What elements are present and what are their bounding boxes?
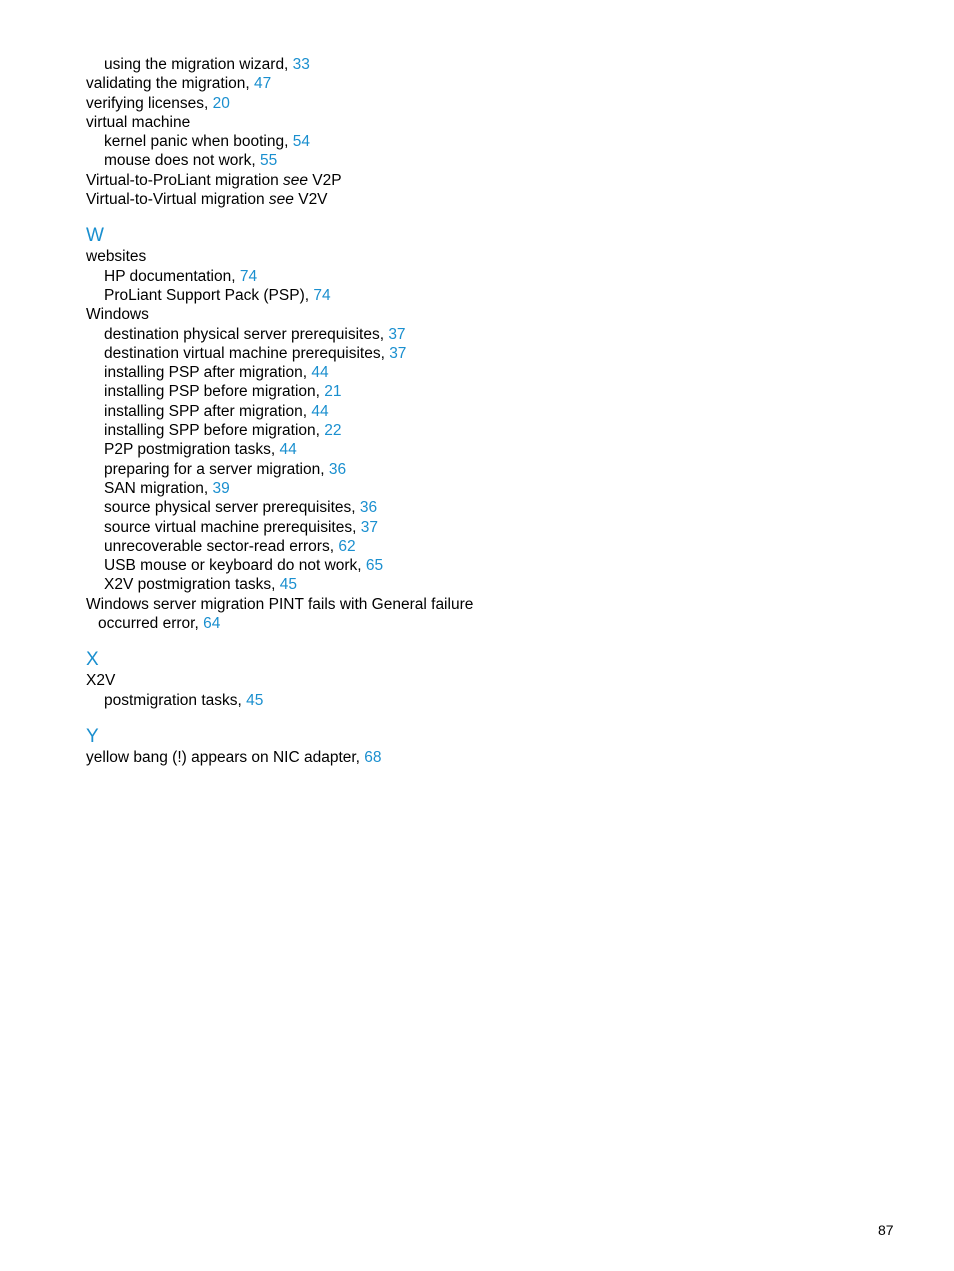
page-link[interactable]: 45 xyxy=(246,691,264,709)
index-entry-text: occurred error, xyxy=(98,615,204,633)
page-link[interactable]: 62 xyxy=(338,537,356,555)
index-entry-text: X2V xyxy=(86,672,116,690)
index-entry xyxy=(86,440,546,459)
index-entry xyxy=(86,614,546,633)
index-entry-text: preparing for a server migration, xyxy=(104,460,329,478)
index-entry-text: Windows xyxy=(86,306,149,324)
index-entry xyxy=(86,305,546,324)
index-entry xyxy=(86,671,546,690)
page-link[interactable]: 54 xyxy=(292,133,310,151)
page-link[interactable]: 37 xyxy=(389,344,407,362)
index-entry-text: installing PSP after migration, xyxy=(104,364,312,382)
index-entry xyxy=(86,94,546,113)
page-link[interactable]: 44 xyxy=(279,441,297,459)
page-link[interactable]: 37 xyxy=(388,325,406,343)
see-target: V2P xyxy=(308,171,342,189)
index-entry xyxy=(86,55,546,74)
page-link[interactable]: 55 xyxy=(259,152,278,170)
index-entry xyxy=(86,421,546,440)
index-entry-text: websites xyxy=(86,248,147,266)
index-letter-heading: W xyxy=(86,225,104,247)
index-entry-text: P2P postmigration tasks, xyxy=(104,441,280,459)
index-entry-text: Virtual-to-ProLiant migration xyxy=(86,171,283,189)
see-target: V2V xyxy=(293,191,328,209)
index-group xyxy=(86,726,546,767)
index-group xyxy=(86,225,546,633)
index-entry xyxy=(86,247,546,266)
index-entry xyxy=(86,537,546,556)
index-entry xyxy=(86,382,546,401)
index-entry-text: virtual machine xyxy=(86,113,191,131)
index-entry xyxy=(86,460,546,479)
index-entry xyxy=(86,132,546,151)
index-entry xyxy=(86,325,546,344)
index-entry xyxy=(86,498,546,517)
index-entry xyxy=(86,402,546,421)
index-entry xyxy=(86,113,546,132)
index-entry-text: kernel panic when booting, xyxy=(104,133,293,151)
index-entry xyxy=(86,479,546,498)
index-entry-text: ProLiant Support Pack (PSP), xyxy=(104,286,314,304)
index-entry-text: X2V postmigration tasks, xyxy=(104,576,280,594)
index-entry-text: using the migration wizard, xyxy=(104,56,293,73)
index-entry-text: installing SPP before migration, xyxy=(104,422,325,440)
index-entry-text: USB mouse or keyboard do not work, xyxy=(104,557,366,575)
index-entry xyxy=(86,595,546,614)
page-link[interactable]: 22 xyxy=(324,422,342,440)
page-link[interactable]: 74 xyxy=(239,267,258,285)
index-entry-text: validating the migration, xyxy=(86,75,255,93)
index-entry-text: source physical server prerequisites, xyxy=(104,499,360,517)
index-entry xyxy=(86,286,546,305)
index-entry-text: source virtual machine prerequisites, xyxy=(104,518,361,536)
index-entry-text: destination physical server prerequisites, xyxy=(104,325,389,343)
index-entry xyxy=(86,171,546,190)
index-letter-heading: X xyxy=(86,649,99,671)
index-entry-text: installing PSP before migration, xyxy=(104,383,325,401)
index-entry-text: Virtual-to-Virtual migration xyxy=(86,191,269,209)
page-link[interactable]: 20 xyxy=(212,94,230,112)
index-entry xyxy=(86,575,546,594)
see-reference: see xyxy=(268,191,294,209)
page-number: 87 xyxy=(878,1222,894,1238)
index-entry xyxy=(86,267,546,286)
index-column xyxy=(86,55,546,767)
index-entry-text: mouse does not work, xyxy=(104,152,260,170)
index-entry-text: installing SPP after migration, xyxy=(104,402,312,420)
page-link[interactable]: 21 xyxy=(324,383,342,401)
index-entry xyxy=(86,190,546,209)
index-entry xyxy=(86,151,546,170)
index-entry xyxy=(86,363,546,382)
page-link[interactable]: 36 xyxy=(359,499,378,517)
see-reference: see xyxy=(283,171,308,189)
page-link[interactable]: 64 xyxy=(203,615,221,633)
index-entry-text: HP documentation, xyxy=(104,267,240,285)
index-entry xyxy=(86,344,546,363)
index-entry-text: verifying licenses, xyxy=(86,94,213,112)
index-entry-text: yellow bang (!) appears on NIC adapter, xyxy=(86,748,365,766)
index-group xyxy=(86,649,546,710)
page-link[interactable]: 44 xyxy=(311,402,329,420)
index-entry xyxy=(86,556,546,575)
index-entry-text: destination virtual machine prerequisites, xyxy=(104,344,390,362)
index-entry xyxy=(86,748,546,767)
page-link[interactable]: 47 xyxy=(254,75,272,93)
index-entry-text: unrecoverable sector-read errors, xyxy=(104,537,339,555)
page-link[interactable]: 44 xyxy=(311,364,329,382)
index-group xyxy=(86,55,546,209)
index-entry xyxy=(86,74,546,93)
page-link[interactable]: 45 xyxy=(279,576,297,594)
index-entry xyxy=(86,518,546,537)
index-entry-text: postmigration tasks, xyxy=(104,691,247,709)
index-entry-text: SAN migration, xyxy=(104,479,213,497)
page-link[interactable]: 65 xyxy=(365,557,384,575)
page-link[interactable]: 33 xyxy=(292,56,310,73)
page-link[interactable]: 68 xyxy=(364,748,382,766)
index-entry-text: Windows server migration PINT fails with General failure xyxy=(86,595,474,613)
page-link[interactable]: 36 xyxy=(328,460,347,478)
index-letter-heading: Y xyxy=(86,725,99,747)
index-entry xyxy=(86,691,546,710)
page-link[interactable]: 39 xyxy=(212,479,230,497)
page-link[interactable]: 37 xyxy=(360,518,378,536)
page-link[interactable]: 74 xyxy=(313,286,331,304)
